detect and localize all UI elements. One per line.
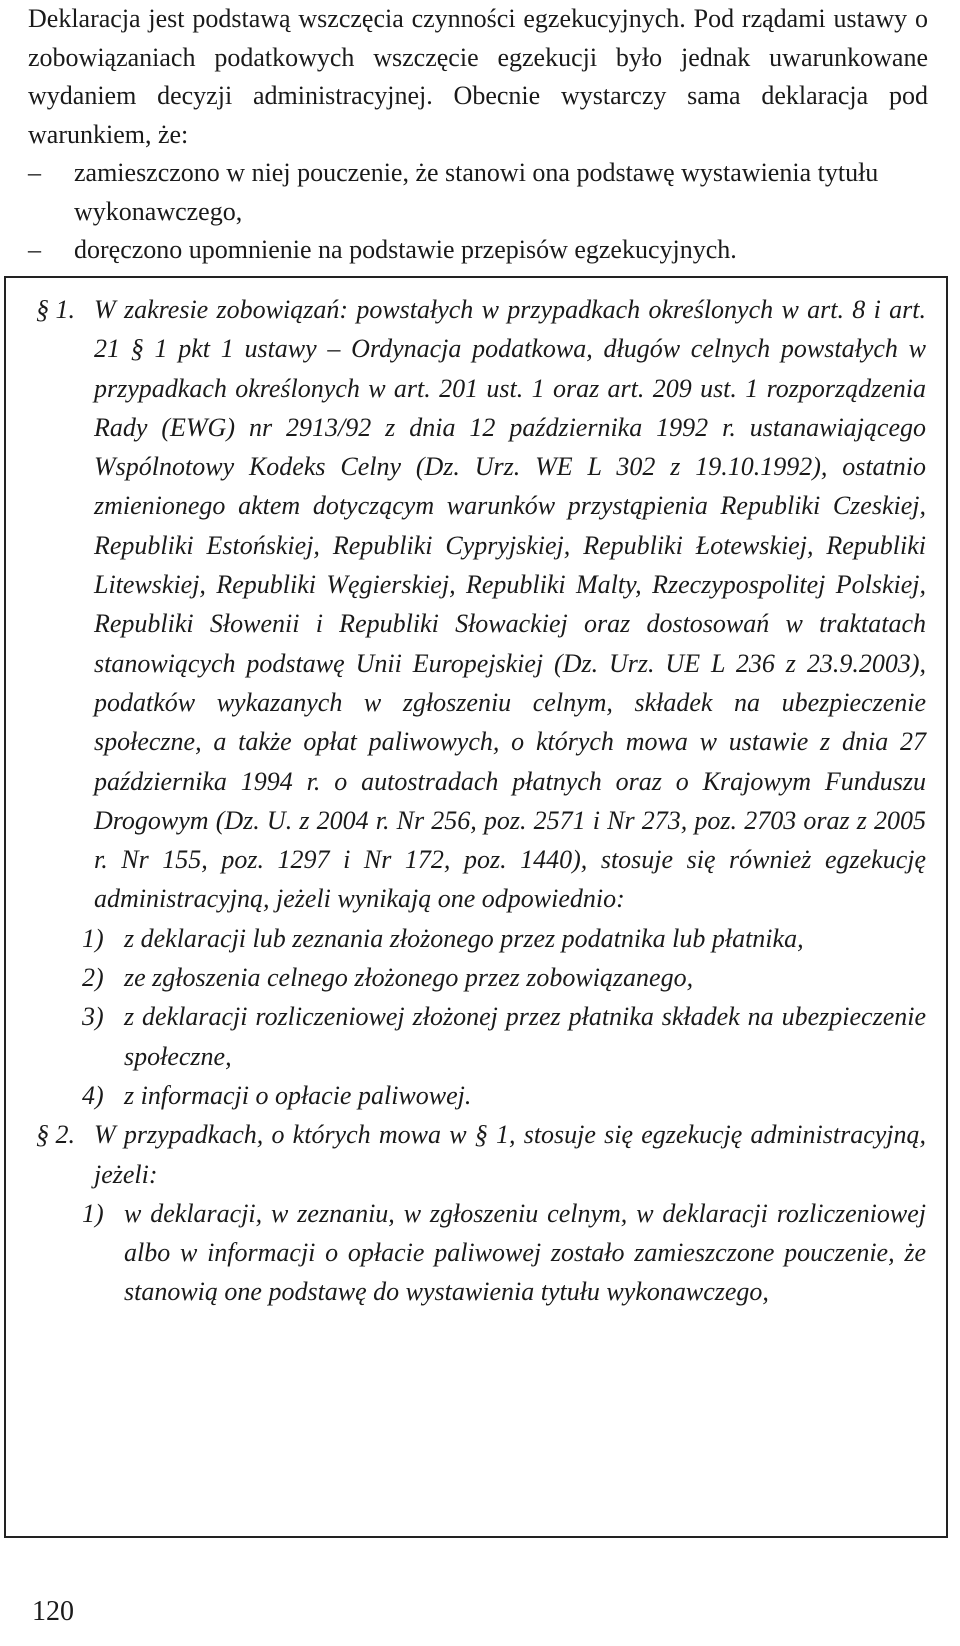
bullet-text: zamieszczono w niej pouczenie, że stanowi ona podstawę wystawienia tytułu wykonawczego, (74, 158, 879, 226)
section-2-list (36, 1194, 926, 1312)
list-item-text: w deklaracji, w zeznaniu, w zgłoszeniu celnym, w deklaracji rozliczeniowej albo w informacji o opłacie paliwowej zostało zamieszczone pouczenie, że stanowią one podstawę do wystawienia tytułu wykonawczego, (124, 1198, 926, 1307)
section-number: § 2. (36, 1120, 75, 1150)
list-item-number: 3) (82, 1002, 104, 1032)
section-text: W zakresie zobowiązań: powstałych w przypadkach określonych w art. 8 i art. 21 § 1 pkt 1 ustawy – Ordynacja podatkowa, długów celnych powstałych w przypadkach określonych w art. 201 ust. 1 oraz art. 209 ust. 1 rozporządzenia Rady (EWG) nr 2913/92 z dnia 12 października 1992 r. ustanawiającego Wspólnotowy Kodeks Celny (Dz. Urz. WE L 302 z 19.10.1992), ostatnio zmienionego aktem dotyczącym warunków przystąpienia Republiki Czeskiej, Republiki Estońskiej, Republiki Cypryjskiej, Republiki Łotewskiej, Republiki Litewskiej, Republiki Węgierskiej, Republiki Malty, Rzeczypospolitej Polskiej, Republiki Słowenii i Republiki Słowackiej oraz dostosowań w traktatach stanowiących podstawę Unii Europejskiej (Dz. Urz. UE L 236 z 23.9.2003), podatków wykazanych w zgłoszeniu celnym, składek na ubezpieczenie społeczne, a także opłat paliwowych, o których mowa w ustawie z dnia 27 października 1994 r. o autostradach płatnych oraz o Krajowym Funduszu Drogowym (Dz. U. z 2004 r. Nr 256, poz. 2571 i Nr 273, poz. 2703 oraz z 2005 r. Nr 155, poz. 1297 i Nr 172, poz. 1440), stosuje się również egzekucję administracyjną, jeżeli wynikają one odpowiednio: (94, 295, 926, 914)
bullet-item (28, 154, 928, 231)
bullet-item (28, 231, 928, 270)
list-item-text: z deklaracji rozliczeniowej złożonej przez płatnika składek na ubezpieczenie społeczne, (124, 1002, 926, 1071)
list-item-text: ze zgłoszenia celnego złożonego przez zobowiązanego, (124, 963, 694, 993)
dash-marker: – (28, 235, 41, 264)
section-1-list (36, 919, 926, 1115)
section-number: § 1. (36, 295, 75, 324)
list-item (36, 997, 926, 1076)
intro-paragraph: Deklaracja jest podstawą wszczęcia czynności egzekucyjnych. Pod rządami ustawy o zobowiązaniach podatkowych wszczęcie egzekucji było jednak uwarunkowane wydaniem decyzji administracyjnej. Obecnie wystarczy sama deklaracja pod warunkiem, że: (28, 4, 928, 149)
intro-section (28, 0, 928, 270)
dash-marker: – (28, 158, 41, 187)
list-item (36, 1194, 926, 1312)
statute-excerpt-box (4, 276, 948, 1538)
list-item (36, 1076, 926, 1115)
list-item (36, 919, 926, 958)
list-item-number: 1) (82, 1198, 104, 1228)
statute-excerpt-content (36, 290, 926, 1312)
section-paragraph-1 (36, 290, 926, 919)
list-item-text: z informacji o opłacie paliwowej. (124, 1080, 472, 1110)
list-item-number: 4) (82, 1080, 104, 1110)
page-number: 120 (32, 1596, 74, 1627)
list-item-number: 2) (82, 963, 104, 993)
section-text: W przypadkach, o których mowa w § 1, stosuje się egzekucję administracyjną, jeżeli: (94, 1120, 926, 1189)
list-item (36, 958, 926, 997)
list-item-number: 1) (82, 923, 104, 953)
section-paragraph-2 (36, 1115, 926, 1194)
bullet-text: doręczono upomnienie na podstawie przepisów egzekucyjnych. (74, 235, 737, 264)
list-item-text: z deklaracji lub zeznania złożonego przez podatnika lub płatnika, (124, 923, 804, 953)
